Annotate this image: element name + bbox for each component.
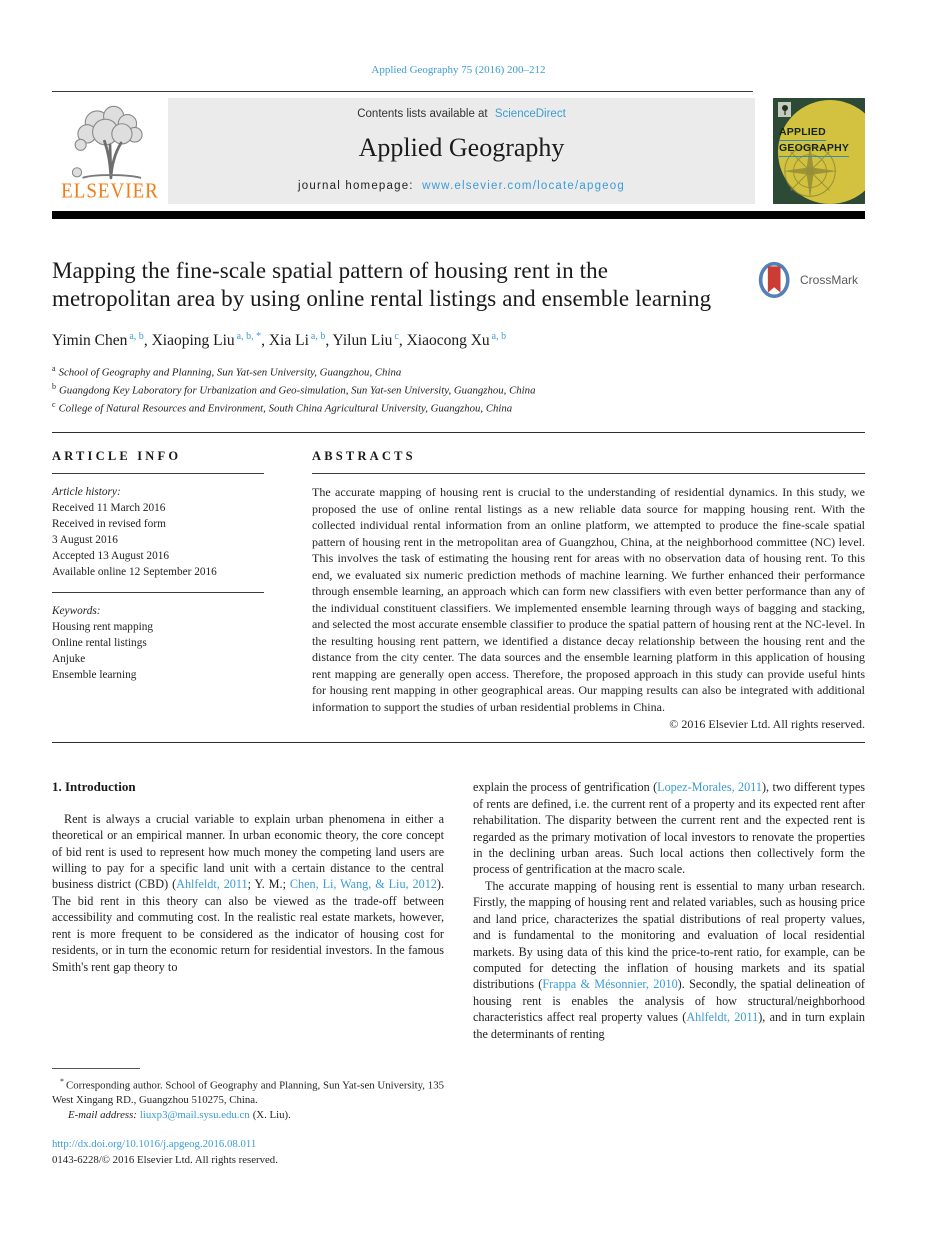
author-name: Xiaoping Liu [151,332,235,350]
article-title: Mapping the fine-scale spatial pattern of housing rent in the metropolitan area by using online rental listings and ensemble learning [52,258,712,311]
body-text: ), and in turn explain the determinants of renting [473,1010,866,1041]
author-affil-sup: a, b [129,331,144,342]
title-row [52,257,865,313]
history-line: Available online 12 September 2016 [52,566,217,579]
body-paragraph [52,811,444,975]
doi-link[interactable]: http://dx.doi.org/10.1016/j.apgeog.2016.08.011 [52,1138,257,1151]
affiliation-text: Guangdong Key Laboratory for Urbanization and Geo-simulation, Sun Yat-sen University, Guangzhou, China [59,384,536,397]
footnote-divider [52,1068,140,1069]
body-text: The accurate mapping of housing rent is essential to many urban research. Firstly, the mapping of housing rent and related variables, such as housing price and land price, characterizes the spatial distributions of real property values, and is fundamental to the monitoring and evaluation of local residential markets. By using data of this kind the price-to-rent ratio, for example, can be computed for detecting the inflation of housing markets and its spatial distributions ( [473,878,865,992]
contents-line [168,108,755,120]
history-line: 3 August 2016 [52,534,118,547]
body-text: Rent is always a crucial variable to explain urban phenomena in either a theoretical or an empirical manner. In urban economic theory, the core concept of bid rent is used to represent how much money the competing land users are willing to pay for a specific land unit with a certain distance to the central business district (CBD) ( [52,811,444,892]
contents-text: Contents lists available at [357,108,488,120]
cover-title-line1: APPLIED [779,125,826,141]
author [52,332,152,349]
citation-link[interactable]: Ahlfeldt, 2011 [176,877,248,892]
body-text: explain the process of gentrification ( [473,780,658,795]
abstract-copyright: © 2016 Elsevier Ltd. All rights reserved. [669,717,865,732]
article-body [52,779,865,1042]
article-info-column [52,449,264,732]
body-text: ). Secondly, the spatial delineation of housing rent is enables the analysis of how structural/neighborhood characteristics affect real property values ( [473,977,865,1025]
abstract-text: The accurate mapping of housing rent is crucial to the understanding of residential dynamics. In this study, we proposed the use of online rental listings as a new reliable data source for mapping housing rent. With the collected individual rental information from an online platform, we attempted to produce the fine-scale spatial pattern of housing rent in the metropolitan area of Guangzhou, China, at the neighborhood committee (NC) level. This involves the task of estimating the housing rent for areas with no observation data of housing rent. To this end, we evaluated six numeric prediction methods of machine learning. We further enhanced their performance through ensemble learning, an approach which can form new classifiers with even better performance than any of the individual constituent classifiers. We implemented ensemble learning through ways of bagging and stacking, and selected the most accurate ensemble classifier to produce the spatial pattern of housing rent at the NC-level. In the resulting housing rent pattern, we identified a distance decay relationship between the housing rent and the distance from the city center. The data sources and the ensemble learning platform in this application of housing rent mapping are generally open access. Therefore, the proposed approach in this study can provide useful hints for housing rent mapping in other geographical areas. Our mapping results can also be integrated with additional information to support the studies of urban residential problems in China. [312,485,865,714]
author-separator: , [143,332,152,350]
keyword: Ensemble learning [52,669,137,682]
affiliation-sup: b [52,382,56,392]
body-right-column [473,779,865,1042]
sciencedirect-link[interactable]: ScienceDirect [494,108,566,120]
affiliation-text: College of Natural Resources and Environment, South China Agricultural University, Guangzhou, China [58,402,513,415]
author [333,332,407,349]
author-separator: , [398,332,407,350]
affiliation [52,380,865,398]
masthead [52,98,865,204]
author-list [52,331,865,350]
affiliation-sup: a [52,364,56,374]
info-abstract-section [52,433,865,732]
author-affil-sup: a, b [491,331,507,342]
citation-link[interactable]: Frappa & Mésonnier, 2010 [542,977,678,992]
section-divider [52,742,865,743]
affiliation [52,398,865,416]
affiliation-list [52,362,865,416]
author-name: Xia Li [268,332,309,350]
keyword: Housing rent mapping [52,621,154,634]
email-link[interactable]: liuxp3@mail.sysu.edu.cn [139,1108,250,1121]
cover-title-line2: GEOGRAPHY [779,141,849,157]
article-history-label: Article history: [52,486,121,499]
body-paragraph [473,878,865,1042]
black-bar-divider [52,211,865,219]
author [152,332,269,349]
journal-cover[interactable] [773,98,865,204]
body-text: ). The bid rent in this theory can also be viewed as the trade-off between accessibility and commuting cost. In the realistic real estate markets, however, rent is more frequent to be considered as the indicator of housing cost for residents, or in turn the economic return for residential investors. In the famous Smith's rent gap theory to [52,877,444,974]
citation-link[interactable]: Ahlfeldt, 2011 [686,1010,759,1025]
top-divider [52,91,753,92]
body-paragraph [473,779,865,877]
divider [312,473,865,474]
doi-block [52,1137,444,1168]
journal-citation: Applied Geography 75 (2016) 200–212 [371,64,546,76]
crossmark-badge[interactable] [757,259,865,301]
homepage-link[interactable]: www.elsevier.com/locate/apgeog [422,180,625,192]
abstract-heading: ABSTRACTS [312,449,416,464]
crossmark-label: CrossMark [800,273,859,287]
issn-copyright-line: 0143-6228/© 2016 Elsevier Ltd. All rights reserved. [52,1153,278,1166]
elsevier-logo[interactable] [52,98,168,204]
author [269,332,333,349]
article-info-heading: ARTICLE INFO [52,449,182,464]
footnote-text: Corresponding author. School of Geography and Planning, Sun Yat-sen University, 135 West Xingang RD., Guangzhou 510275, China. [52,1079,444,1107]
keyword: Online rental listings [52,637,147,650]
author [407,332,507,349]
affiliation [52,362,865,380]
author-name: Xiaocong Xu [406,332,490,350]
citation-link[interactable]: Chen, Li, Wang, & Liu, 2012 [289,877,437,892]
author-name: Yilun Liu [332,332,393,350]
author-affil-sup: a, b, * [236,331,262,342]
elsevier-wordmark: ELSEVIER [61,179,159,204]
citation-link[interactable]: Lopez-Morales, 2011 [657,780,762,795]
abstract-column [312,449,865,732]
section-heading-introduction: 1. Introduction [52,779,136,795]
keyword: Anjuke [52,653,86,666]
affiliation-sup: c [52,400,56,410]
author-separator: , [261,332,269,350]
author-name: Yimin Chen [52,332,128,350]
homepage-label: journal homepage: [298,180,414,192]
email-line [52,1108,444,1123]
email-label: E-mail address: [68,1108,137,1121]
journal-name: Applied Geography [358,133,565,162]
body-text: ), two different types of rents are defined, i.e. the current rent of a property and its expected rent after rehabilitation. The disparity between the current rent and the expected rent is regarded as the primary motivation of local investors to renovate the properties in the declining urban areas. Such local actions then collectively form the process of gentrification at the macro scale. [473,780,865,877]
history-line: Received 11 March 2016 [52,502,166,515]
crossmark-icon [757,260,795,300]
body-text: ; Y. M.; [247,877,290,892]
footnote-block [52,1068,444,1168]
keywords-label: Keywords: [52,605,101,618]
cover-title [779,125,849,157]
homepage-line [168,180,755,192]
corresponding-author-note [52,1075,444,1108]
divider [52,592,264,593]
elsevier-tree-icon [66,104,154,182]
author-separator: , [325,332,333,350]
footnote-marker: * [60,1077,64,1086]
author-affil-sup: a, b [310,331,326,342]
divider [52,473,264,474]
history-line: Received in revised form [52,518,166,531]
affiliation-text: School of Geography and Planning, Sun Yat-sen University, Guangzhou, China [58,366,402,379]
body-left-column [52,779,444,1042]
email-owner: (X. Liu). [252,1108,291,1121]
cover-mini-elsevier-icon [778,102,791,117]
journal-header-box [168,98,755,204]
history-line: Accepted 13 August 2016 [52,550,170,563]
author-affil-sup: c [394,331,399,342]
